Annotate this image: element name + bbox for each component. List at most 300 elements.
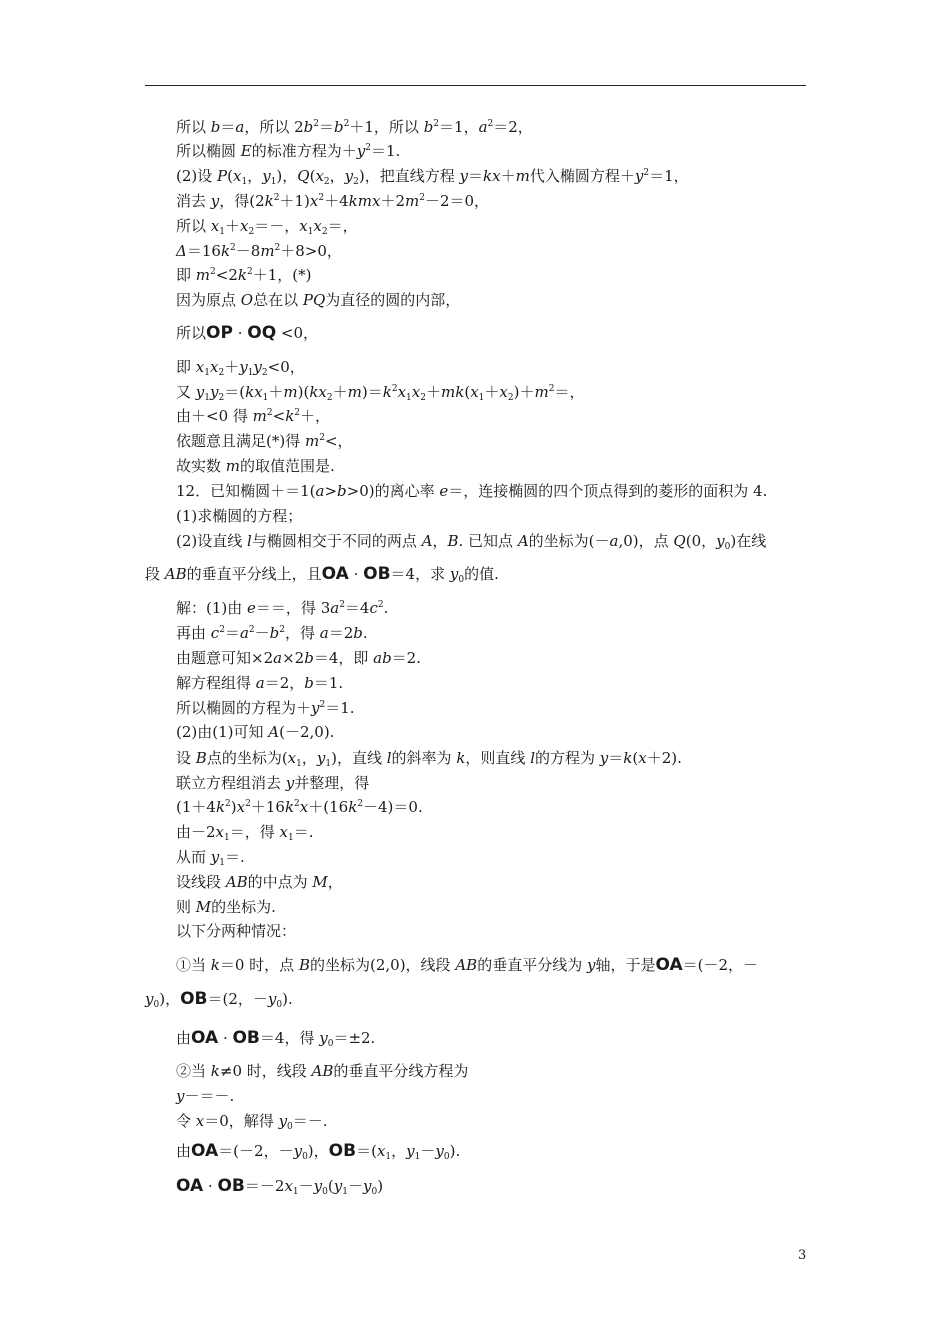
text-run: ＋， <box>300 407 331 425</box>
text-run: (2)由(1)可知 <box>176 723 269 741</box>
text-run: y <box>278 1112 288 1130</box>
text-run: (2)设 <box>176 167 218 185</box>
text-run: k <box>285 407 295 425</box>
text-run: b <box>304 674 314 692</box>
text-run: 以下分两种情况： <box>176 922 297 940</box>
text-run: 的垂直平分线方程为 <box>333 1062 469 1080</box>
subscript: 0 <box>371 1187 378 1197</box>
vector-symbol: OB <box>328 1141 357 1161</box>
text-run: (1＋4 <box>176 798 216 816</box>
subscript: 0 <box>458 575 465 585</box>
subscript: 0 <box>302 1152 308 1162</box>
text-run: x <box>299 217 308 235</box>
text-run: B <box>447 532 459 550</box>
text-run: ＝1， <box>649 167 689 185</box>
text-run: x <box>215 823 225 841</box>
text-run: k <box>215 798 226 816</box>
text-run: a <box>255 674 265 692</box>
text-run: l <box>530 749 536 767</box>
text-run: a <box>609 532 619 550</box>
text-run: 的垂直平分线为 <box>477 956 587 974</box>
text-run: b <box>210 118 221 136</box>
text-run: c <box>369 599 378 617</box>
vector-symbol: OB <box>217 1176 245 1196</box>
text-run: k <box>382 383 392 401</box>
text-run: ,0)，点 <box>618 532 674 550</box>
text-line <box>176 673 343 693</box>
subscript: 2 <box>507 393 514 403</box>
text-run: x <box>299 798 309 816</box>
superscript: 2 <box>225 799 231 809</box>
text-run: m <box>283 383 298 401</box>
text-run: m <box>347 383 362 401</box>
text-run: ＝1， <box>439 118 479 136</box>
text-run: >0)的离心率 <box>346 482 440 500</box>
text-run: m <box>534 383 549 401</box>
text-run: x <box>240 217 249 235</box>
subscript: 0 <box>327 1039 334 1049</box>
text-line <box>176 897 276 917</box>
text-line <box>176 773 369 793</box>
text-run: E <box>240 142 252 160</box>
text-run: l <box>247 532 252 550</box>
text-run: AB <box>455 956 478 974</box>
text-run: 的取值范围是. <box>240 457 335 475</box>
text-run: m <box>404 192 420 210</box>
text-line <box>176 1086 234 1106</box>
text-run: Q <box>297 167 310 185</box>
text-run: －4)＝0. <box>363 798 423 816</box>
text-line <box>176 1061 468 1081</box>
text-run: x <box>638 749 647 767</box>
text-run: 故实数 <box>176 457 226 475</box>
subscript: 1 <box>385 1152 392 1162</box>
text-run: x <box>313 217 322 235</box>
text-run: ＝＝，得 3 <box>255 599 331 617</box>
text-run: . <box>362 624 368 642</box>
subscript: 1 <box>204 368 210 378</box>
subscript: 1 <box>247 368 254 378</box>
text-run: ②当 <box>176 1062 211 1080</box>
text-run: ＝0 时，点 <box>219 956 299 974</box>
text-run: y <box>406 1142 415 1160</box>
text-run: a <box>235 118 245 136</box>
text-run: y <box>253 358 262 376</box>
text-run: a <box>273 649 283 667</box>
superscript: 2 <box>230 243 236 253</box>
text-run: O <box>240 291 254 309</box>
text-run: m <box>195 266 211 284</box>
text-run: － <box>254 624 270 642</box>
text-line <box>145 989 293 1009</box>
text-run: y <box>362 1177 372 1195</box>
text-run: ＝－2 <box>244 1177 285 1195</box>
text-run: 即 <box>176 266 196 284</box>
text-run: )， <box>159 990 181 1008</box>
superscript: 2 <box>279 625 285 635</box>
text-run: ＋4 <box>324 192 349 210</box>
text-run: ＋1，(*) <box>252 266 312 284</box>
text-run: ) <box>230 798 237 816</box>
text-run: ，所以 2 <box>244 118 304 136</box>
text-run: a <box>315 482 325 500</box>
text-run: ) <box>377 1177 384 1195</box>
text-run: ×2 <box>282 649 305 667</box>
text-line <box>176 265 311 285</box>
text-run: 所以 <box>176 118 211 136</box>
text-run: (1)求椭圆的方程； <box>176 507 303 525</box>
text-run: k <box>210 956 220 974</box>
text-run: x <box>309 192 319 210</box>
text-run: ＝4，得 <box>259 1029 320 1047</box>
text-run: · <box>218 1029 233 1047</box>
text-run: ＝，得 <box>229 823 280 841</box>
text-run: ＝0，解得 <box>204 1112 279 1130</box>
text-run: k <box>623 749 633 767</box>
text-run: y <box>195 383 205 401</box>
text-run: <0， <box>267 358 305 376</box>
text-run: －2＝0， <box>424 192 490 210</box>
text-run: y <box>210 383 219 401</box>
text-run: ， <box>327 873 343 891</box>
text-run: ＋8>0， <box>280 242 342 260</box>
text-run: ＋ <box>500 167 516 185</box>
text-run: x <box>279 823 288 841</box>
text-run: ， <box>247 167 263 185</box>
text-run: Q <box>673 532 686 550</box>
text-run: ，得(2 <box>219 192 265 210</box>
text-run: k <box>237 266 247 284</box>
text-run: kx <box>245 383 263 401</box>
text-run: P <box>217 167 228 185</box>
text-run: 解方程组得 <box>176 674 256 692</box>
text-run: m <box>225 457 241 475</box>
text-run: · <box>203 1177 218 1195</box>
text-run: y <box>293 1142 303 1160</box>
subscript: 0 <box>276 1000 283 1010</box>
text-line <box>176 598 388 618</box>
superscript: 2 <box>319 433 325 443</box>
text-run: 的中点为 <box>247 873 313 891</box>
subscript: 1 <box>478 393 485 403</box>
page-number: 3 <box>798 1248 807 1263</box>
text-run: < <box>272 407 286 425</box>
text-run: b <box>303 118 314 136</box>
text-run: ＝(2，－ <box>207 990 268 1008</box>
text-run: 由题意可知×2 <box>176 649 274 667</box>
text-run: 的斜率为 <box>391 749 457 767</box>
text-run: ＝1. <box>325 699 355 717</box>
subscript: 1 <box>241 177 248 187</box>
text-run: ＝ <box>220 118 236 136</box>
text-run: 的坐标为. <box>211 898 276 916</box>
superscript: 2 <box>245 799 251 809</box>
text-run: B <box>298 956 310 974</box>
text-run: ( <box>309 167 316 185</box>
superscript: 2 <box>548 384 555 394</box>
text-run: x <box>470 383 479 401</box>
text-line <box>176 290 460 310</box>
text-run: 设线段 <box>176 873 226 891</box>
text-line <box>176 431 353 451</box>
superscript: 2 <box>294 799 300 809</box>
superscript: 2 <box>433 119 440 129</box>
text-run: x <box>315 167 324 185</box>
vector-symbol: OA <box>321 564 349 584</box>
subscript: 2 <box>218 393 225 403</box>
text-run: <2 <box>215 266 238 284</box>
text-run: Δ <box>176 242 187 260</box>
subscript: 0 <box>322 1187 328 1197</box>
text-run: 轴，于是 <box>595 956 656 974</box>
superscript: 2 <box>266 408 273 418</box>
text-run: y <box>586 956 596 974</box>
text-run: B <box>195 749 207 767</box>
text-run: ＝4 <box>344 599 370 617</box>
text-run: ＋ <box>484 383 500 401</box>
text-run: l <box>386 749 392 767</box>
text-run: . <box>383 599 389 617</box>
text-run: k <box>210 1062 220 1080</box>
text-run: x <box>209 358 219 376</box>
text-run: x <box>411 383 421 401</box>
text-run: ①当 <box>176 956 211 974</box>
text-run: x <box>284 1177 293 1195</box>
text-run: ( <box>227 167 233 185</box>
vector-symbol: OP <box>206 323 233 343</box>
text-line <box>176 623 368 643</box>
text-run: y <box>634 167 644 185</box>
text-run: (0， <box>685 532 717 550</box>
text-run: 为直径的圆的内部， <box>325 291 461 309</box>
text-run: kx <box>309 383 327 401</box>
text-run: ( <box>327 1177 334 1195</box>
text-run: kx <box>483 167 501 185</box>
text-run: A <box>268 723 280 741</box>
text-run: －8 <box>235 242 261 260</box>
text-run: y <box>316 749 326 767</box>
text-run: 消去 <box>176 192 211 210</box>
text-run: ， <box>432 532 448 550</box>
text-run: x <box>232 167 242 185</box>
superscript: 2 <box>343 119 350 129</box>
text-run: y <box>459 167 468 185</box>
text-run: )，直线 <box>331 749 387 767</box>
text-run: m <box>304 432 320 450</box>
text-run: 的值. <box>464 565 499 583</box>
text-run: ＋(16 <box>308 798 349 816</box>
subscript: 1 <box>288 833 294 843</box>
text-line <box>176 382 584 402</box>
subscript: 2 <box>261 368 268 378</box>
text-run: x <box>210 217 220 235</box>
text-run: ＝4，即 <box>313 649 374 667</box>
subscript: 2 <box>321 227 328 237</box>
text-run: 解：(1)由 <box>176 599 248 617</box>
text-run: M <box>312 873 328 891</box>
subscript: 1 <box>262 393 269 403</box>
text-run: 则 <box>176 898 196 916</box>
text-run: x <box>499 383 508 401</box>
superscript: 2 <box>313 119 320 129</box>
text-run: ＝(－2，－ <box>682 956 759 974</box>
subscript: 1 <box>325 759 332 769</box>
superscript: 2 <box>219 625 225 635</box>
text-run: x <box>236 798 246 816</box>
text-run: ＋1) <box>279 192 310 210</box>
text-run: )＝ <box>361 383 383 401</box>
text-run: y <box>449 565 459 583</box>
text-run: 的标准方程为＋ <box>251 142 357 160</box>
text-line <box>176 357 305 377</box>
subscript: 1 <box>307 227 314 237</box>
text-line <box>176 1028 375 1048</box>
text-run: ＝2， <box>493 118 533 136</box>
text-run: ab <box>373 649 392 667</box>
text-run: m <box>515 167 530 185</box>
text-line <box>176 1176 383 1196</box>
subscript: 1 <box>204 393 210 403</box>
text-run: A <box>517 532 529 550</box>
text-line <box>176 648 421 668</box>
text-run: ＝ <box>468 167 484 185</box>
text-run: ＋2). <box>646 749 682 767</box>
text-run: － <box>298 1177 314 1195</box>
subscript: 0 <box>724 542 731 552</box>
text-run: · <box>232 324 248 342</box>
text-run: a <box>478 118 488 136</box>
text-run: ＝－. <box>292 1112 328 1130</box>
text-run: AB <box>311 1062 334 1080</box>
text-run: 所以 <box>176 324 207 342</box>
subscript: 1 <box>342 1187 348 1197</box>
text-line <box>176 847 245 867</box>
text-run: k <box>456 749 466 767</box>
text-run: <0， <box>276 324 319 342</box>
superscript: 2 <box>365 143 371 153</box>
subscript: 1 <box>219 858 225 868</box>
text-run: ＝2， <box>264 674 305 692</box>
vector-symbol: OB <box>180 989 208 1009</box>
superscript: 2 <box>294 408 301 418</box>
text-run: ， <box>329 167 345 185</box>
superscript: 2 <box>643 168 650 178</box>
text-run: )( <box>297 383 310 401</box>
subscript: 2 <box>323 177 330 187</box>
text-run: y <box>599 749 609 767</box>
text-run: y <box>435 1142 444 1160</box>
text-run: )， <box>307 1142 329 1160</box>
text-run: 令 <box>176 1112 196 1130</box>
text-run: 又 <box>176 383 196 401</box>
text-run: PQ <box>302 291 326 309</box>
text-run: k <box>264 192 274 210</box>
text-run: 与椭圆相交于不同的两点 <box>251 532 422 550</box>
vector-symbol: OQ <box>247 323 277 343</box>
text-line <box>145 564 499 584</box>
text-run: y <box>176 1087 185 1105</box>
text-run: · <box>348 565 364 583</box>
text-run: ＝ <box>224 624 240 642</box>
text-run: )， <box>276 167 298 185</box>
text-run: 由 <box>176 1029 192 1047</box>
text-run: ＝ <box>319 118 335 136</box>
text-run: y <box>210 192 220 210</box>
vector-symbol: OA <box>191 1028 219 1048</box>
text-run: x <box>397 383 407 401</box>
text-run: ，则直线 <box>465 749 531 767</box>
text-run: ， <box>391 1142 407 1160</box>
superscript: 2 <box>274 243 281 253</box>
text-run: 设 <box>176 749 196 767</box>
text-run: y <box>716 532 725 550</box>
text-run: ，得 <box>284 624 320 642</box>
text-run: x <box>287 749 297 767</box>
text-run: x <box>195 358 205 376</box>
superscript: 2 <box>377 600 384 610</box>
text-run: ＝2 <box>328 624 354 642</box>
text-run: ＋16 <box>250 798 285 816</box>
text-run: ＋ <box>332 383 348 401</box>
text-line <box>176 241 342 261</box>
text-run: 总在以 <box>253 291 303 309</box>
text-run: 并整理，得 <box>294 774 370 792</box>
text-line <box>176 323 318 343</box>
subscript: 2 <box>420 393 426 403</box>
text-run: 所以椭圆的方程为＋ <box>176 699 312 717</box>
text-run: ＝(－2，－ <box>218 1142 294 1160</box>
text-line <box>176 797 423 817</box>
superscript: 2 <box>419 193 425 203</box>
text-run: AB <box>164 565 187 583</box>
text-run: 因为原点 <box>176 291 241 309</box>
text-run: ＝ <box>608 749 624 767</box>
text-line <box>176 117 533 137</box>
text-run: ). <box>449 1142 461 1160</box>
text-run: ＝4，求 <box>390 565 450 583</box>
subscript: 1 <box>406 393 412 403</box>
superscript: 2 <box>357 799 364 809</box>
text-line <box>176 722 334 742</box>
text-run: b <box>423 118 434 136</box>
text-run: y <box>344 167 354 185</box>
subscript: 1 <box>296 759 302 769</box>
text-run: －＝－. <box>184 1087 235 1105</box>
text-run: ， <box>301 749 317 767</box>
text-run: ＝. <box>293 823 314 841</box>
text-run: 即 <box>176 358 196 376</box>
text-run: ＝1. <box>313 674 344 692</box>
text-run: ＝， <box>554 383 585 401</box>
subscript: 0 <box>153 1000 160 1010</box>
header-rule <box>145 85 806 86</box>
text-run: y <box>356 142 366 160</box>
text-line <box>176 406 330 426</box>
text-run: 依题意且满足(*)得 <box>176 432 305 450</box>
text-run: 的坐标为(－ <box>528 532 610 550</box>
text-run: )在线 <box>730 532 767 550</box>
text-run: e <box>247 599 256 617</box>
text-run: y <box>262 167 271 185</box>
superscript: 2 <box>318 193 325 203</box>
text-run: 的垂直平分线上，且 <box>186 565 322 583</box>
text-run: 的坐标为(2,0)，线段 <box>310 956 456 974</box>
text-run: ＝( <box>224 383 246 401</box>
text-run: ( <box>464 383 471 401</box>
subscript: 1 <box>414 1152 421 1162</box>
text-run: k <box>220 242 231 260</box>
text-run: y <box>267 990 277 1008</box>
